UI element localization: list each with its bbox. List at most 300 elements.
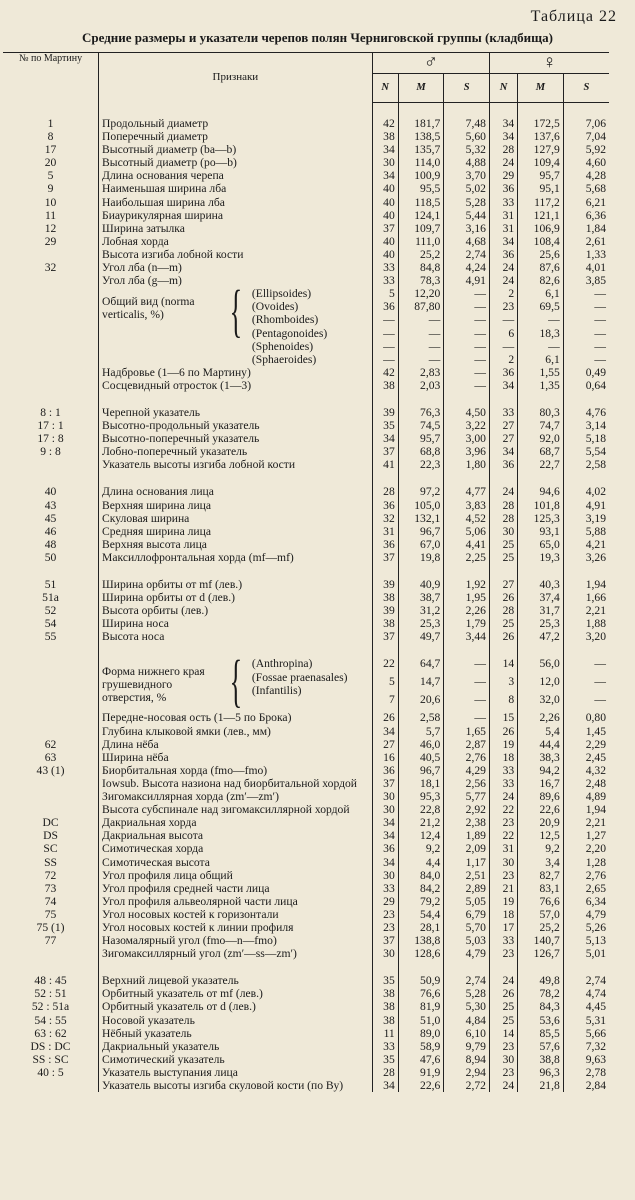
value-n1: 34	[372, 1079, 398, 1092]
value-s2: 4,76	[563, 406, 609, 419]
martin-number: 74	[44, 894, 57, 908]
value-s1: 5,77	[444, 790, 490, 803]
group-option: (Ellipsoides)	[251, 287, 312, 301]
value-n2: 19	[489, 895, 517, 908]
value-s2: 1,94	[563, 803, 609, 816]
martin-number	[3, 287, 99, 366]
value-s1: 9,79	[444, 1040, 490, 1053]
value-n2: 28	[489, 499, 517, 512]
martin-number	[3, 790, 99, 803]
value-n2: 34	[489, 445, 517, 458]
value-m2: 95,1	[518, 182, 564, 195]
value-m1: 46,0	[398, 738, 444, 751]
value-m2: 19,3	[518, 551, 564, 564]
feature-name: Угол носовых костей к горизонтали	[99, 908, 373, 921]
value-s2: 5,13	[563, 934, 609, 947]
value-n1: 36	[372, 499, 398, 512]
value-n2: 24	[489, 790, 517, 803]
value-m1: 28,1	[398, 921, 444, 934]
value-m1: 74,5	[398, 419, 444, 432]
value-s2: —	[563, 300, 609, 313]
table-row	[3, 1000, 609, 1013]
value-m1: 138,8	[398, 934, 444, 947]
value-s2: 5,31	[563, 1014, 609, 1027]
value-s1: —	[444, 366, 490, 379]
value-n1: 38	[372, 591, 398, 604]
value-m1: 51,0	[398, 1014, 444, 1027]
value-s1: —	[444, 693, 490, 711]
spacer-cell	[3, 103, 99, 118]
value-m1: 21,2	[398, 816, 444, 829]
value-n1: 30	[372, 869, 398, 882]
martin-number: 11	[44, 208, 57, 222]
spacer-row	[3, 471, 609, 485]
value-n2: 21	[489, 882, 517, 895]
value-n1: 37	[372, 445, 398, 458]
martin-number: 73	[44, 881, 57, 895]
value-s1: 5,32	[444, 143, 490, 156]
martin-number: SS : SC	[32, 1052, 69, 1066]
table-row	[3, 209, 609, 222]
table-row	[3, 366, 609, 379]
value-m2: 125,3	[518, 512, 564, 525]
feature-name: Высотный диаметр (ba—b)	[99, 143, 373, 156]
value-s1: 1,80	[444, 458, 490, 471]
value-s1: 5,60	[444, 130, 490, 143]
value-n2: 31	[489, 222, 517, 235]
value-s1: 5,30	[444, 1000, 490, 1013]
feature-name: Орбитный указатель от mf (лев.)	[99, 987, 373, 1000]
value-s1: 2,51	[444, 869, 490, 882]
value-m2: 172,5	[518, 117, 564, 130]
value-s2: 4,79	[563, 908, 609, 921]
value-m2: 92,0	[518, 432, 564, 445]
spacer-cell	[372, 960, 398, 974]
table-row	[3, 856, 609, 869]
value-s1: 3,96	[444, 445, 490, 458]
value-m1: 64,7	[398, 657, 444, 675]
spacer-row	[3, 643, 609, 657]
value-s1: 2,89	[444, 882, 490, 895]
value-m1: 38,7	[398, 591, 444, 604]
value-n1: 30	[372, 156, 398, 169]
value-n1: 34	[372, 816, 398, 829]
value-s1: 7,48	[444, 117, 490, 130]
value-s1: 1,92	[444, 578, 490, 591]
spacer-cell	[3, 960, 99, 974]
feature-name: Высотный диаметр (po—b)	[99, 156, 373, 169]
value-m1: 96,7	[398, 764, 444, 777]
table-row	[3, 711, 609, 724]
value-n2: 33	[489, 934, 517, 947]
table-row	[3, 419, 609, 432]
header-s-female: S	[563, 74, 609, 103]
value-n2: 19	[489, 738, 517, 751]
value-s2: 2,65	[563, 882, 609, 895]
feature-name: Угол профиля лица общий	[99, 869, 373, 882]
value-s2: 5,26	[563, 921, 609, 934]
martin-number	[3, 366, 99, 379]
feature-name: Длина основания черепа	[99, 169, 373, 182]
spacer-cell	[444, 103, 490, 118]
value-n2: 26	[489, 725, 517, 738]
feature-name: Длина основания лица	[99, 485, 373, 498]
value-n1: 40	[372, 248, 398, 261]
value-m2: 6,1	[518, 353, 564, 366]
value-n2: 29	[489, 169, 517, 182]
value-m1: 47,6	[398, 1053, 444, 1066]
spacer-cell	[489, 103, 517, 118]
table-row	[3, 182, 609, 195]
header-features: Признаки	[99, 53, 373, 103]
value-s1: 2,38	[444, 816, 490, 829]
header-male: ♂	[372, 53, 489, 74]
value-n2: 26	[489, 987, 517, 1000]
table-row	[3, 143, 609, 156]
value-n2: 36	[489, 458, 517, 471]
value-n2: 33	[489, 764, 517, 777]
value-m1: 12,4	[398, 829, 444, 842]
value-n1: 31	[372, 525, 398, 538]
spacer-cell	[99, 564, 373, 578]
value-n1: 37	[372, 222, 398, 235]
value-s1: 2,72	[444, 1079, 490, 1092]
value-m2: 78,2	[518, 987, 564, 1000]
table-row	[3, 1066, 609, 1079]
value-n1: 36	[372, 538, 398, 551]
spacer-cell	[563, 564, 609, 578]
martin-number: 75	[44, 907, 57, 921]
value-n1: 7	[372, 693, 398, 711]
martin-number: 8	[47, 130, 54, 144]
value-n2: 34	[489, 130, 517, 143]
group-label: Форма нижнего края грушевидного отверстия, %	[102, 665, 205, 705]
value-s2: 1,28	[563, 856, 609, 869]
value-n1: 36	[372, 842, 398, 855]
value-n1: —	[372, 327, 398, 340]
value-m1: 18,1	[398, 777, 444, 790]
value-s2: 4,74	[563, 987, 609, 1000]
value-n1: 30	[372, 803, 398, 816]
value-s1: 2,87	[444, 738, 490, 751]
value-s1: 3,22	[444, 419, 490, 432]
feature-group	[99, 287, 373, 366]
value-s1: 4,68	[444, 235, 490, 248]
table-row	[3, 987, 609, 1000]
value-n1: 33	[372, 261, 398, 274]
value-s1: —	[444, 657, 490, 675]
value-s2: 2,58	[563, 458, 609, 471]
value-n1: 29	[372, 895, 398, 908]
group-option: (Sphaeroides)	[251, 352, 317, 366]
value-n2: 33	[489, 196, 517, 209]
value-n1: 38	[372, 1000, 398, 1013]
value-s2: 2,21	[563, 604, 609, 617]
value-m1: 118,5	[398, 196, 444, 209]
value-n2: 17	[489, 921, 517, 934]
value-s2: 4,32	[563, 764, 609, 777]
value-n2: 34	[489, 379, 517, 392]
value-m1: 14,7	[398, 675, 444, 693]
value-m2: 49,8	[518, 974, 564, 987]
feature-name: Зигомаксиллярная хорда (zm′—zm′)	[99, 790, 373, 803]
value-n2: 3	[489, 675, 517, 693]
spacer-cell	[3, 564, 99, 578]
value-n1: 33	[372, 1040, 398, 1053]
feature-name: Ширина затылка	[99, 222, 373, 235]
spacer-cell	[372, 103, 398, 118]
martin-number: 45	[44, 511, 57, 525]
value-m2: 22,7	[518, 458, 564, 471]
group-options	[252, 657, 348, 696]
table-row	[3, 738, 609, 751]
table-row	[3, 156, 609, 169]
value-s2: 2,29	[563, 738, 609, 751]
value-m1: 2,03	[398, 379, 444, 392]
spacer-cell	[563, 103, 609, 118]
spacer-cell	[99, 392, 373, 406]
value-n1: 39	[372, 406, 398, 419]
value-s1: 2,25	[444, 551, 490, 564]
value-m2: 12,5	[518, 829, 564, 842]
value-s2: 0,80	[563, 711, 609, 724]
spacer-cell	[372, 471, 398, 485]
spacer-cell	[372, 564, 398, 578]
value-n1: —	[372, 353, 398, 366]
value-n1: 38	[372, 987, 398, 1000]
value-m2: 1,55	[518, 366, 564, 379]
value-m2: 44,4	[518, 738, 564, 751]
value-m2: 38,3	[518, 751, 564, 764]
martin-number	[3, 379, 99, 392]
value-s2: 5,88	[563, 525, 609, 538]
value-s1: —	[444, 313, 490, 326]
spacer-cell	[99, 471, 373, 485]
value-m1: 84,2	[398, 882, 444, 895]
value-n1: 37	[372, 630, 398, 643]
value-s2: 1,27	[563, 829, 609, 842]
value-m2: 83,1	[518, 882, 564, 895]
value-n1: 40	[372, 182, 398, 195]
value-m2: 38,8	[518, 1053, 564, 1066]
value-s1: 2,56	[444, 777, 490, 790]
value-m2: 74,7	[518, 419, 564, 432]
spacer-cell	[444, 392, 490, 406]
table-row	[3, 525, 609, 538]
value-n1: 36	[372, 764, 398, 777]
value-m1: 135,7	[398, 143, 444, 156]
value-n2: 15	[489, 711, 517, 724]
value-s2: 3,85	[563, 274, 609, 287]
value-s2: 1,45	[563, 725, 609, 738]
value-s2: 2,48	[563, 777, 609, 790]
brace-icon: {	[229, 287, 243, 344]
value-s1: 8,94	[444, 1053, 490, 1066]
feature-name: Средняя ширина лица	[99, 525, 373, 538]
value-m1: 9,2	[398, 842, 444, 855]
table-row	[3, 117, 609, 130]
table-row	[3, 432, 609, 445]
value-m2: 94,6	[518, 485, 564, 498]
value-s1: 4,77	[444, 485, 490, 498]
value-s1: 1,89	[444, 829, 490, 842]
value-n2: 25	[489, 1000, 517, 1013]
value-s1: 5,06	[444, 525, 490, 538]
value-n2: 33	[489, 406, 517, 419]
value-s1: 5,28	[444, 987, 490, 1000]
value-m2: 126,7	[518, 947, 564, 960]
martin-number: 55	[44, 630, 57, 644]
value-m1: 111,0	[398, 235, 444, 248]
feature-name: Орбитный указатель от d (лев.)	[99, 1000, 373, 1013]
martin-number	[3, 711, 99, 724]
feature-name: Носовой указатель	[99, 1014, 373, 1027]
martin-number	[3, 725, 99, 738]
value-m2: 2,26	[518, 711, 564, 724]
value-m2: —	[518, 313, 564, 326]
table-row	[3, 630, 609, 643]
value-m1: 76,3	[398, 406, 444, 419]
table-row	[3, 869, 609, 882]
feature-name: Верхняя ширина лица	[99, 499, 373, 512]
spacer-cell	[398, 392, 444, 406]
value-m1: 4,4	[398, 856, 444, 869]
value-m2: 80,3	[518, 406, 564, 419]
martin-number: 54	[44, 617, 57, 631]
value-n2: 23	[489, 1066, 517, 1079]
value-m1: 25,3	[398, 617, 444, 630]
martin-number: 20	[44, 156, 57, 170]
value-n2: 18	[489, 751, 517, 764]
value-m1: 31,2	[398, 604, 444, 617]
spacer-cell	[518, 564, 564, 578]
value-s2: 7,32	[563, 1040, 609, 1053]
spacer-cell	[444, 643, 490, 657]
value-s1: 5,03	[444, 934, 490, 947]
value-s2: 2,76	[563, 869, 609, 882]
table-row	[3, 777, 609, 790]
value-n2: 36	[489, 366, 517, 379]
table-title: Средние размеры и указатели черепов полян Черниговской группы (кладбища)	[82, 30, 553, 45]
spacer-cell	[518, 643, 564, 657]
feature-name: Высота изгиба лобной кости	[99, 248, 373, 261]
table-row	[3, 248, 609, 261]
value-n1: —	[372, 340, 398, 353]
group-option: (Infantilis)	[251, 683, 302, 697]
value-s1: —	[444, 287, 490, 300]
value-n1: 30	[372, 947, 398, 960]
feature-name: Симотическая высота	[99, 856, 373, 869]
spacer-cell	[444, 960, 490, 974]
value-s1: 4,91	[444, 274, 490, 287]
value-s2: 2,78	[563, 1066, 609, 1079]
value-n2: 23	[489, 947, 517, 960]
feature-name: Указатель высоты изгиба лобной кости	[99, 458, 373, 471]
martin-number: 51a	[42, 591, 59, 605]
value-s2: 3,20	[563, 630, 609, 643]
value-n2: 23	[489, 869, 517, 882]
value-n1: 35	[372, 419, 398, 432]
martin-number: 46	[44, 524, 57, 538]
feature-name: Глубина клыковой ямки (лев., мм)	[99, 725, 373, 738]
group-option: (Fossae praenasales)	[251, 670, 348, 684]
martin-number: 43	[44, 498, 57, 512]
value-m2: 85,5	[518, 1027, 564, 1040]
header-female: ♀	[489, 53, 609, 74]
martin-number: 12	[44, 221, 57, 235]
table-row	[3, 882, 609, 895]
value-n2: 26	[489, 630, 517, 643]
table-row	[3, 379, 609, 392]
value-n2: 27	[489, 578, 517, 591]
feature-name: Симотическая хорда	[99, 842, 373, 855]
value-m2: 20,9	[518, 816, 564, 829]
spacer-row	[3, 960, 609, 974]
martin-number	[3, 1079, 99, 1092]
value-n2: 25	[489, 617, 517, 630]
value-m2: 31,7	[518, 604, 564, 617]
value-n1: 38	[372, 130, 398, 143]
value-m1: 84,0	[398, 869, 444, 882]
table-row	[3, 578, 609, 591]
value-m1: 2,83	[398, 366, 444, 379]
table-row	[3, 803, 609, 816]
value-n1: 35	[372, 974, 398, 987]
value-n2: 22	[489, 829, 517, 842]
value-s2: 3,19	[563, 512, 609, 525]
martin-number: 52 : 51	[34, 987, 67, 1001]
value-m2: 106,9	[518, 222, 564, 235]
value-s1: 2,74	[444, 974, 490, 987]
value-n2: 2	[489, 353, 517, 366]
value-s1: —	[444, 379, 490, 392]
spacer-cell	[372, 392, 398, 406]
spacer-cell	[372, 643, 398, 657]
table-row	[3, 617, 609, 630]
feature-name: Лобная хорда	[99, 235, 373, 248]
spacer-cell	[518, 103, 564, 118]
group-block	[102, 657, 369, 711]
value-s2: —	[563, 287, 609, 300]
value-s2: 2,45	[563, 751, 609, 764]
martin-number: 63 : 62	[34, 1026, 67, 1040]
value-s2: —	[563, 327, 609, 340]
value-s2: 1,84	[563, 222, 609, 235]
value-n1: 38	[372, 617, 398, 630]
value-n1: 27	[372, 738, 398, 751]
value-m1: 2,58	[398, 711, 444, 724]
martin-number: 32	[44, 261, 57, 275]
feature-name: Указатель высоты изгиба скуловой кости (по Ву)	[99, 1079, 373, 1092]
table-row	[3, 1079, 609, 1092]
value-s2: 1,33	[563, 248, 609, 261]
value-s1: —	[444, 711, 490, 724]
martin-number	[3, 458, 99, 471]
value-s2: —	[563, 675, 609, 693]
martin-number: 10	[44, 195, 57, 209]
value-n2: 23	[489, 300, 517, 313]
value-s2: —	[563, 353, 609, 366]
martin-number: 8 : 1	[40, 405, 61, 419]
header-n-male: N	[372, 74, 398, 103]
value-n1: 40	[372, 196, 398, 209]
value-m2: 1,35	[518, 379, 564, 392]
value-m1: 96,7	[398, 525, 444, 538]
value-n2: 24	[489, 485, 517, 498]
value-m2: 9,2	[518, 842, 564, 855]
spacer-cell	[518, 471, 564, 485]
table-row	[3, 1027, 609, 1040]
